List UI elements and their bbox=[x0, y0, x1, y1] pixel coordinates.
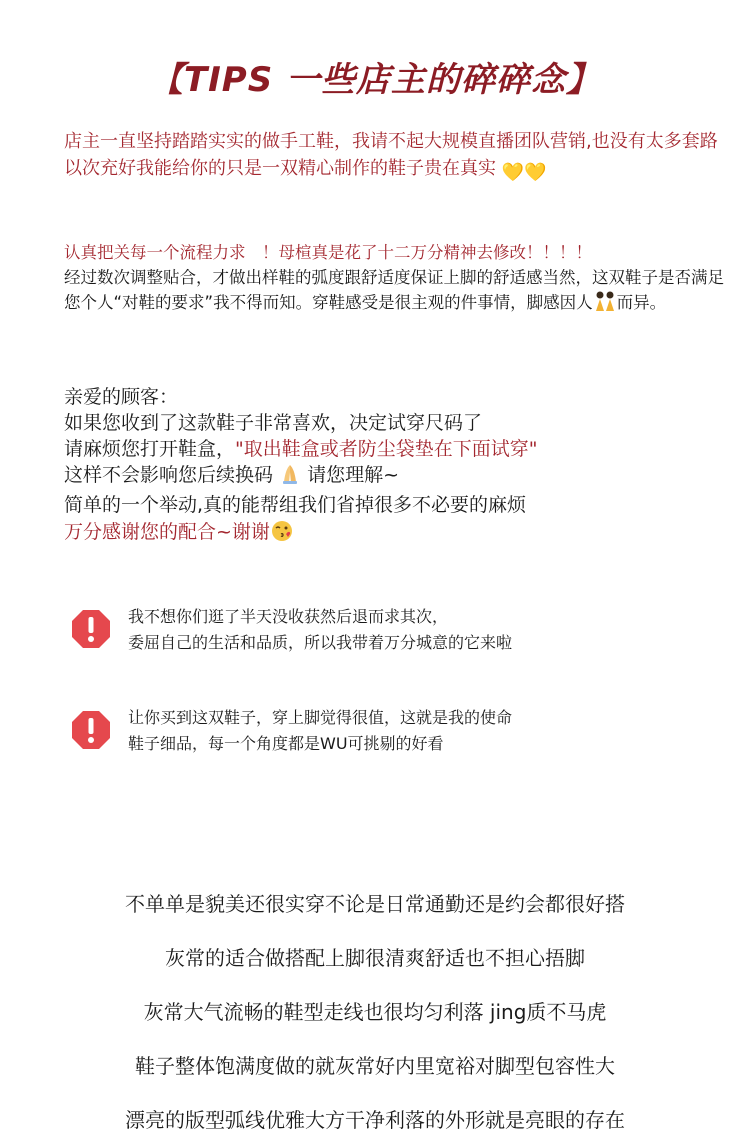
customer-line-5 bbox=[64, 518, 724, 549]
notice-1-line-1: 我不想你们逛了半天没收获然后退而求其次， bbox=[128, 607, 449, 626]
process-paragraph bbox=[64, 240, 724, 319]
customer-line-3-b: 请您理解~ bbox=[307, 464, 400, 486]
customer-line-2-highlight: "取出鞋盒或者防尘袋垫在下面试穿" bbox=[235, 438, 538, 460]
feature-line-4: 鞋子整体饱满度做的就灰常好内里宽裕对脚型包容性大 bbox=[135, 1054, 615, 1078]
customer-line-3 bbox=[64, 462, 724, 492]
feature-line-3: 灰常大气流畅的鞋型走线也很均匀利落 jing质不马虎 bbox=[143, 1000, 607, 1024]
feature-line-2: 灰常的适合做搭配上脚很清爽舒适也不担心捂脚 bbox=[165, 946, 585, 970]
notice-2-text bbox=[128, 705, 512, 757]
customer-greeting: 亲爱的顾客： bbox=[64, 386, 179, 408]
customer-line-2-prefix: 请麻烦您打开鞋盒， bbox=[64, 438, 236, 460]
process-text-end: 而异。 bbox=[616, 293, 667, 312]
intro-paragraph bbox=[64, 128, 724, 186]
customer-line-1: 如果您收到了这款鞋子非常喜欢，决定试穿尺码了 bbox=[64, 412, 483, 434]
dancers-emoji-icon bbox=[593, 290, 617, 319]
notice-1 bbox=[70, 602, 710, 658]
notice-2-line-1: 让你买到这双鞋子，穿上脚觉得很值，这就是我的使命 bbox=[128, 708, 513, 727]
intro-text: 店主一直坚持踏踏实实的做手工鞋，我请不起大规模直播团队营销,也没有太多套路以次充好我能给你的只是一双精心制作的鞋子贵在真实 bbox=[64, 131, 718, 179]
notice-1-line-2: 委屈自己的生活和品质，所以我带着万分城意的它来啦 bbox=[128, 633, 513, 652]
notice-1-text bbox=[128, 604, 512, 656]
notice-2-line-2: 鞋子细品，每一个角度都是WU可挑剔的好看 bbox=[128, 734, 444, 753]
customer-thanks: 万分感谢您的配合~谢谢 bbox=[64, 521, 270, 543]
page-title: 【TIPS 一些店主的碎碎念】 bbox=[148, 60, 602, 100]
warning-icon bbox=[70, 608, 112, 650]
customer-line-3-a: 这样不会影响您后续换码 bbox=[64, 464, 274, 486]
feature-line-5: 漂亮的版型弧线优雅大方干净利落的外形就是亮眼的存在 bbox=[125, 1108, 625, 1132]
heart-emoji-icon: 💛💛 bbox=[501, 162, 547, 183]
warning-icon bbox=[70, 709, 112, 751]
kiss-emoji-icon bbox=[270, 518, 294, 549]
notice-2 bbox=[70, 703, 710, 759]
process-highlight: 认真把关每一个流程力求 ！母楦真是花了十二万分精神去修改！！！！ bbox=[64, 243, 592, 262]
customer-line-2 bbox=[64, 436, 724, 462]
pray-emoji-icon bbox=[279, 463, 301, 492]
customer-message bbox=[64, 384, 724, 549]
feature-line-1: 不单单是貌美还很实穿不论是日常通勤还是约会都很好搭 bbox=[125, 892, 625, 916]
customer-line-4: 简单的一个举动,真的能帮组我们省掉很多不必要的麻烦 bbox=[64, 494, 527, 516]
process-text: 经过数次调整贴合，才做出样鞋的弧度跟舒适度保证上脚的舒适感当然，这双鞋子是否满足您个人“对鞋的要求”我不得而知。穿鞋感受是很主观的件事情，脚感因人 bbox=[64, 268, 724, 312]
